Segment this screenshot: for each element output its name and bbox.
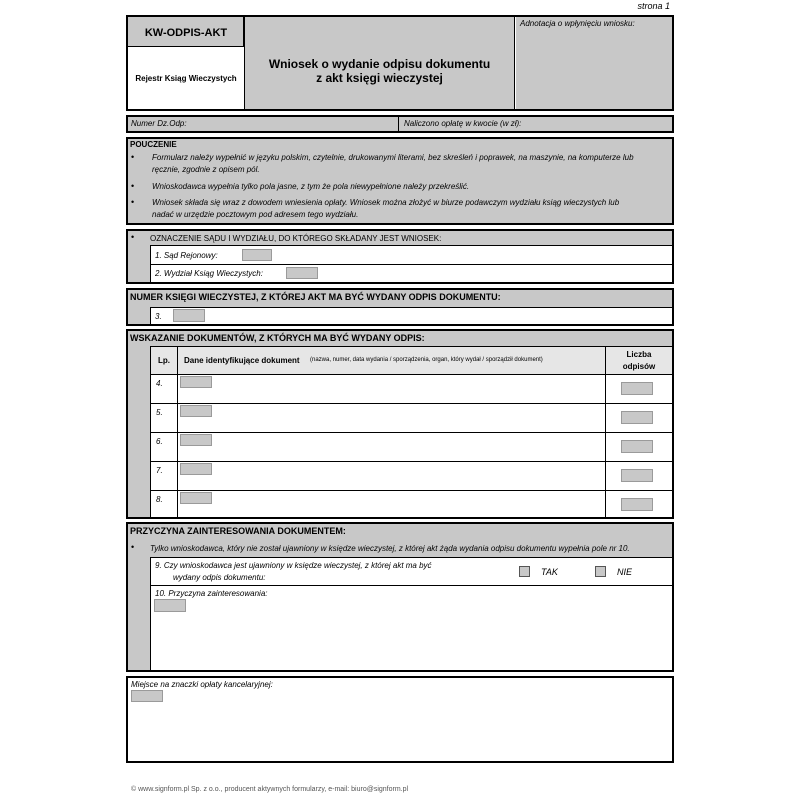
count-input[interactable] — [621, 469, 653, 482]
col-count-1: Liczba — [626, 350, 652, 359]
meta-row — [126, 115, 674, 133]
book-number-label: 3. — [155, 312, 162, 321]
bullet-icon: • — [131, 181, 135, 191]
document-input[interactable] — [180, 405, 212, 417]
registry-name: Rejestr Ksiąg Wieczystych — [135, 74, 237, 83]
col-data: Dane identyfikujące dokument — [184, 356, 300, 365]
question-9-line1: 9. Czy wnioskodawca jest ujawniony w księdze wieczystej, z której akt ma być — [155, 561, 432, 570]
number-label: Numer Dz.Odp: — [131, 119, 187, 128]
instruction-3-line2: nadać w urzędzie pocztowym pod adresem tego wydziału. — [152, 210, 359, 219]
documents-heading: WSKAZANIE DOKUMENTÓW, Z KTÓRYCH MA BYĆ WYDANY ODPIS: — [130, 333, 425, 343]
book-number-heading: NUMER KSIĘGI WIECZYSTEJ, Z KTÓREJ AKT MA BYĆ WYDANY ODPIS DOKUMENTU: — [130, 292, 501, 302]
form-title-line1: Wniosek o wydanie odpisu dokumentu — [268, 57, 491, 71]
instruction-2: Wnioskodawca wypełnia tylko pola jasne, z tym że pola niewypełnione należy przekreślić. — [152, 182, 470, 191]
bullet-icon: • — [131, 197, 135, 207]
instruction-3-line1: Wniosek składa się wraz z dowodem wniesienia opłaty. Wniosek można złożyć w biurze podawczym wydziału ksiąg wieczystych lub — [152, 198, 620, 207]
document-input[interactable] — [180, 492, 212, 504]
instruction-1-line1: Formularz należy wypełnić w języku polskim, czytelnie, drukowanymi literami, bez skreśleń i poprawek, na maszynie, na komputerze lub — [152, 153, 634, 162]
form-code: KW-ODPIS-AKT — [144, 27, 228, 39]
row-number: 4. — [156, 379, 163, 388]
col-data-note: (nazwa, numer, data wydania / sporządzenia, organ, który wydał / sporządził dokument) — [310, 357, 543, 363]
count-input[interactable] — [621, 498, 653, 511]
bullet-icon: • — [131, 232, 135, 242]
interest-heading: PRZYCZYNA ZAINTERESOWANIA DOKUMENTEM: — [130, 526, 346, 536]
document-input[interactable] — [180, 434, 212, 446]
count-input[interactable] — [621, 440, 653, 453]
bullet-icon: • — [131, 542, 135, 552]
col-lp: Lp. — [158, 356, 170, 365]
court-name-label: 1. Sąd Rejonowy: — [155, 251, 218, 260]
interest-reason-input[interactable] — [154, 599, 186, 612]
count-input[interactable] — [621, 411, 653, 424]
court-name-input[interactable] — [242, 249, 272, 261]
yes-checkbox[interactable] — [519, 566, 530, 577]
instruction-1-line2: ręcznie, zgodnie z opisem pól. — [152, 165, 260, 174]
row-number: 5. — [156, 408, 163, 417]
book-number-input[interactable] — [173, 309, 205, 322]
stamp-section — [126, 676, 674, 763]
interest-note: Tylko wnioskodawca, który nie został ujawniony w księdze wieczystej, z której akt żąda wydania odpisu dokumentu wypełnia pole nr 10. — [150, 544, 630, 553]
annotation-label: Adnotacja o wpłynięciu wniosku: — [520, 19, 635, 28]
instruction-heading: POUCZENIE — [130, 140, 177, 149]
col-count-2: odpisów — [622, 362, 656, 371]
no-label: NIE — [617, 567, 633, 577]
department-label: 2. Wydział Ksiąg Wieczystych: — [155, 269, 263, 278]
row-number: 7. — [156, 466, 163, 475]
no-checkbox[interactable] — [595, 566, 606, 577]
question-9-line2: wydany odpis dokumentu: — [173, 573, 266, 582]
department-input[interactable] — [286, 267, 318, 279]
document-input[interactable] — [180, 463, 212, 475]
annotation-cell — [516, 17, 672, 109]
document-input[interactable] — [180, 376, 212, 388]
fee-label: Naliczono opłatę w kwocie (w zł): — [404, 119, 522, 128]
yes-label: TAK — [541, 567, 558, 577]
count-input[interactable] — [621, 382, 653, 395]
footer-text: © www.signform.pl Sp. z o.o., producent aktywnych formularzy, e-mail: biuro@signform.pl — [131, 786, 409, 793]
question-10-label: 10. Przyczyna zainteresowania: — [155, 589, 268, 598]
bullet-icon: • — [131, 152, 135, 162]
form-title-line2: z akt księgi wieczystej — [316, 71, 443, 85]
page-number: strona 1 — [637, 1, 670, 11]
stamp-field[interactable] — [131, 690, 163, 702]
court-heading: OZNACZENIE SĄDU I WYDZIAŁU, DO KTÓREGO SKŁADANY JEST WNIOSEK: — [150, 234, 442, 243]
stamp-label: Miejsce na znaczki opłaty kancelaryjnej: — [131, 680, 273, 689]
row-number: 8. — [156, 495, 163, 504]
row-number: 6. — [156, 437, 163, 446]
